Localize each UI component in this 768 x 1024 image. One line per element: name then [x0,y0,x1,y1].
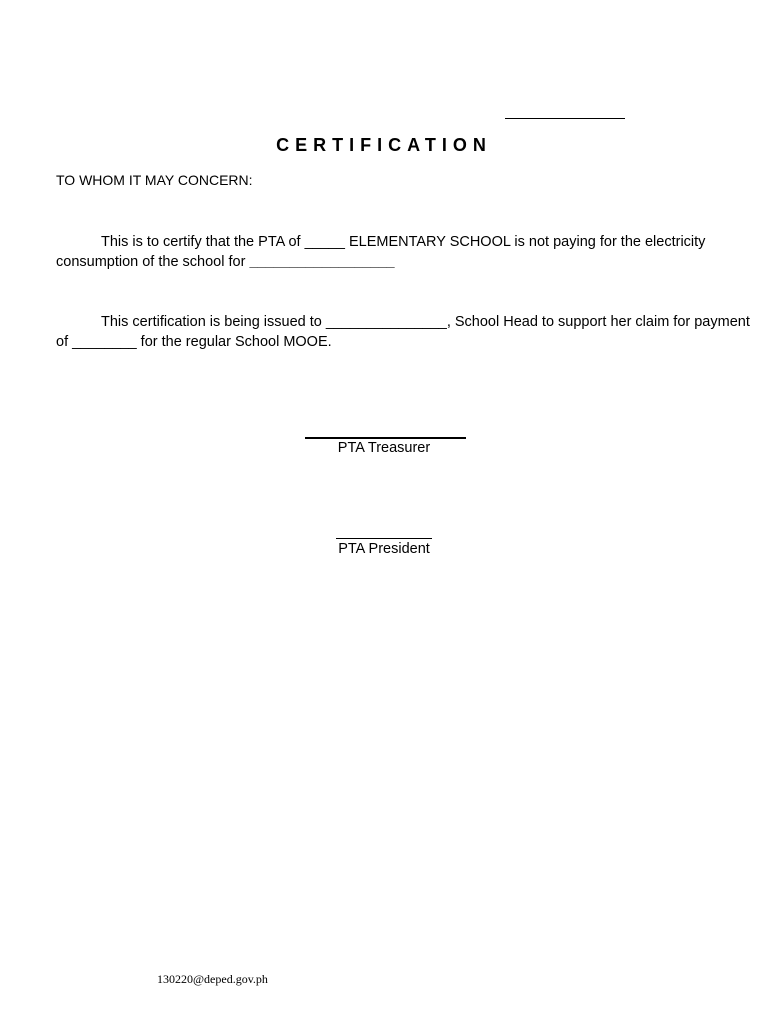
certification-paragraph-2: This certification is being issued to _______________, School Head to support her claim for payment of ________ for the regular School MOOE. [56,314,750,350]
period-blank: __________________ [249,254,395,270]
president-label: PTA President [338,541,430,557]
salutation: TO WHOM IT MAY CONCERN: [56,172,253,188]
president-signature-line [336,538,432,539]
treasurer-signature-line [305,437,466,439]
certification-paragraph-1 [56,232,752,272]
footer-email: 130220@deped.gov.ph [157,972,268,986]
treasurer-label: PTA Treasurer [337,440,431,456]
date-blank-line [505,118,625,119]
paragraph-1-text: This is to certify that the PTA of _____ ELEMENTARY SCHOOL is not paying for the electricity consumption of the school for [56,234,706,270]
document-title: CERTIFICATION [276,135,492,155]
